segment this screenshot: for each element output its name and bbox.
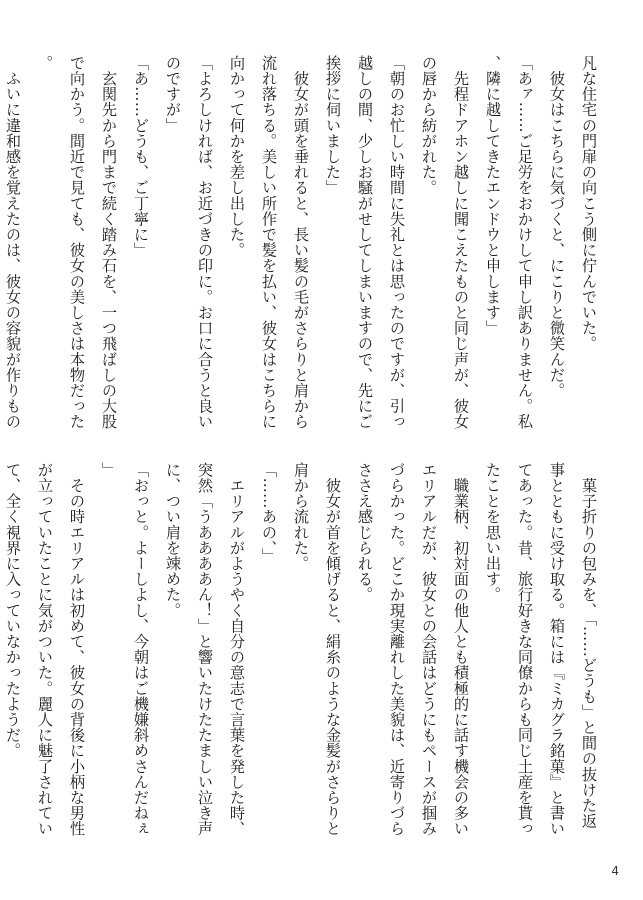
lower-text-block	[4, 462, 605, 837]
paragraph: 職業柄、初対面の他人とも積極的に話す機会の多いエリアルだが、彼女との会話はどうにもペースが掴みづらかった。どこか現実離れした美貌は、近寄りづらささえ感じられる。	[356, 462, 470, 837]
paragraph: 菓子折りの包みを、「……どうも」と間の抜けた返事とともに受け取る。箱には『ミカグラ銘菓』と書いてあった。昔、旅行好きな同僚からも同じ土産を貰ったことを思い出す。	[484, 462, 598, 837]
upper-text-block	[4, 55, 605, 430]
paragraph: 凡な住宅の門扉の向こう側に佇んでいた。	[580, 55, 598, 352]
paragraph: 彼女はこちらに気づくと、にこりと微笑んだ。	[548, 55, 566, 399]
dialogue-line: 「……あの、」	[260, 462, 278, 564]
paragraph: 彼女が頭を垂れると、長い髪の毛がさらりと肩から流れ落ちる。美しい所作で髪を払い、彼女はこちらに向かって何かを差し出した。	[228, 55, 310, 430]
paragraph: 先程ドアホン越しに聞こえたものと同じ声が、彼女の唇から紡がれた。	[420, 55, 470, 430]
paragraph: ふいに違和感を覚えたのは、彼女の容貌が作りもの	[4, 70, 22, 430]
paragraph: その時エリアルは初めて、彼女の背後に小柄な男性が立っていたことに気がついた。麗人に魅了されていて、全く視界に入っていなかったようだ。	[4, 462, 86, 837]
page-number: 4	[611, 864, 619, 878]
dialogue-line: 「あ……どうも、ご丁寧に」	[132, 55, 150, 258]
dialogue-line: 「あァ……ご足労をおかけして申し訳ありません。私、隣に越してきたエンドウと申します」	[484, 55, 534, 430]
dialogue-line: 「よろしければ、お近づきの印に。お口に合うと良いのですが」	[164, 55, 214, 430]
dialogue-line: 「おっと。よーしよし、今朝はご機嫌斜めさんだねぇ」	[100, 462, 150, 837]
dialogue-line: 「朝のお忙しい時間に失礼とは思ったのですが、引っ越しの間、少しお騒がせしてしまいますので、先にご挨拶に伺いました」	[324, 55, 406, 430]
paragraph: 玄関先から門まで続く踏み石を、一つ飛ばしの大股で向かう。間近で見ても、彼女の美しさは本物だった。	[36, 55, 118, 430]
paragraph: 彼女が首を傾げると、絹糸のような金髪がさらりと肩から流れた。	[292, 462, 342, 837]
paragraph: エリアルがようやく自分の意志で言葉を発した時、突然「うああああん！」と響いたけたたましい泣き声に、つい肩を竦めた。	[164, 462, 246, 837]
